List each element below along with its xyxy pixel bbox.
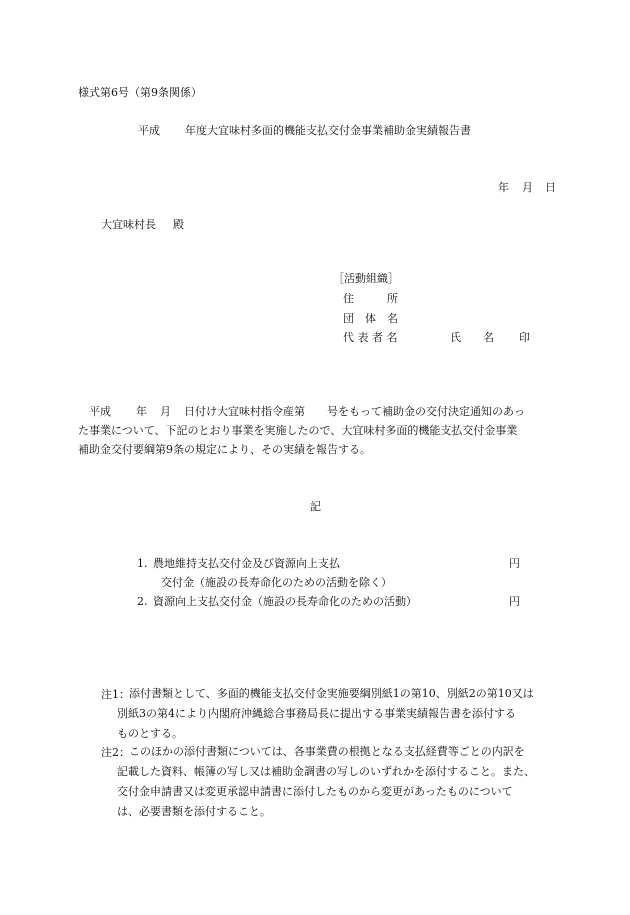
full-name-label: 氏 名 [450, 331, 494, 344]
item-2-unit: 円 [509, 595, 520, 608]
seal-label: 印 [519, 331, 530, 344]
body-line-1: 日付け大宜味村指令産第 号をもって補助金の交付決定通知のあっ [184, 405, 525, 418]
note-2-line: 交付金申請書又は変更承認申請書に添付したものから変更があったものについて [117, 785, 513, 798]
applicant-section-label: ［活動組織］ [333, 272, 399, 285]
body-line-3: 補助金交付要綱第9条の規定により、その実績を報告する。 [78, 443, 371, 456]
note-2-line: このほかの添付書類については、各事業費の根拠となる支払経費等ごとの内訳を [129, 745, 525, 758]
form-number: 様式第6号（第9条関係） [78, 86, 202, 99]
item-2-line-1: 資源向上支払交付金（施設の長寿命化のための活動） [153, 595, 417, 608]
note-2-text [117, 742, 535, 822]
note-1-line: 別紙3の第4により内閣府沖縄総合事務局長に提出する事業実績報告書を添付する [117, 707, 516, 720]
note-2-line: 記載した資料、帳簿の写し又は補助金調書の写しのいずれかを添付すること。また、 [117, 765, 535, 778]
note-2-label: 注2： [101, 746, 130, 759]
title-era: 平成 [138, 124, 160, 137]
date-day: 日 [545, 181, 556, 194]
item-1-unit: 円 [509, 557, 520, 570]
body-month: 月 [160, 405, 171, 418]
date-month: 月 [522, 181, 533, 194]
note-2-line: は、必要書類を添付すること。 [117, 805, 271, 818]
note-1-line: 添付書類として、多面的機能支払交付金実施要綱別紙1の第10、別紙2の第10又は [129, 687, 534, 700]
recipient-honorific: 殿 [173, 218, 184, 231]
date-year: 年 [498, 181, 509, 194]
group-name-label: 団 体 名 [343, 312, 398, 325]
representative-label: 代 表 者 名 [343, 331, 398, 344]
note-1-label: 注1： [101, 688, 130, 701]
body-line-2: た事業について、下記のとおり事業を実施したので、大宜味村多面的機能支払交付金事業 [78, 424, 518, 437]
note-1-text [117, 684, 534, 744]
item-1-line-1: 農地維持支払交付金及び資源向上支払 [153, 557, 340, 570]
note-1-line: ものとする。 [117, 727, 183, 740]
body-era: 平成 [89, 405, 111, 418]
page-title: 年度大宜味村多面的機能支払交付金事業補助金実績報告書 [185, 124, 471, 137]
address-label: 住 所 [343, 292, 398, 305]
item-1-number: 1. [137, 557, 148, 570]
item-2-number: 2. [137, 595, 148, 608]
recipient-name: 大宜味村長 [101, 218, 156, 231]
body-year: 年 [136, 405, 147, 418]
ki-heading: 記 [310, 500, 321, 513]
item-1-line-2: 交付金（施設の長寿命化のための活動を除く） [161, 576, 392, 589]
